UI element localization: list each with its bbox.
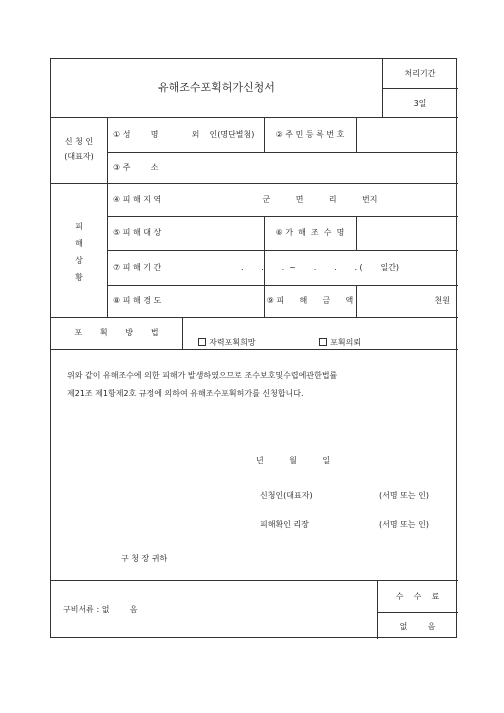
applicant-label: 신 청 인 xyxy=(64,137,94,146)
name-value: 외 인(명단별첨) xyxy=(191,130,255,139)
damage-period-label: ⑦ 피 해 기 간 xyxy=(113,263,162,272)
statement-line-1: 위와 같이 유해조수에 의한 피해가 발생하였으므로 조수보호및수렵에관한법률 xyxy=(67,371,338,380)
checkbox-self-capture[interactable] xyxy=(198,338,206,346)
line-area-row xyxy=(107,216,458,217)
option-self-capture-label: 자력포획희망 xyxy=(209,338,256,347)
damage-section-char-2: 해 xyxy=(75,239,83,248)
line-label-col xyxy=(107,117,108,317)
line-applicant-bottom xyxy=(51,183,458,184)
damage-section-char-4: 황 xyxy=(75,273,83,282)
line-fee-divider xyxy=(377,612,458,613)
damage-area-value: 군 면 리 번지 xyxy=(262,195,378,204)
form-title: 유해조수포획허가신청서 xyxy=(158,81,275,94)
processing-period-value: 3일 xyxy=(413,99,427,108)
line-period-divider xyxy=(382,88,458,89)
line-name-row xyxy=(107,152,458,153)
statement-line-2: 제21조 제1항제2호 규정에 의하여 유해조수포획허가를 신청합니다. xyxy=(67,389,304,398)
damage-section-char-1: 피 xyxy=(75,222,83,231)
line-period-row xyxy=(107,285,458,286)
damage-amount-unit: 천원 xyxy=(434,296,450,305)
recipient: 구 청 장 귀하 xyxy=(121,554,168,563)
damage-target-label: ⑤ 피 해 대 상 xyxy=(113,228,162,237)
line-method-col xyxy=(182,317,183,349)
line-title-bottom xyxy=(51,117,458,118)
damage-degree-label: ⑧ 피 해 경 도 xyxy=(113,296,162,305)
address-label: ③ 주 소 xyxy=(113,163,159,172)
processing-period-label: 처리기간 xyxy=(404,69,436,78)
resident-id-label: ② 주 민 등 록 번 호 xyxy=(275,130,345,139)
option-request-capture-label: 포획의뢰 xyxy=(330,338,362,347)
date-line: 년 월 일 xyxy=(256,456,331,465)
applicant-sign-note: (서명 또는 인) xyxy=(379,491,429,500)
fee-value: 없 음 xyxy=(399,622,436,631)
checkbox-request-capture[interactable] xyxy=(319,338,327,346)
damage-amount-label: ⑨ 피 해 금 액 xyxy=(266,296,354,305)
line-right-col-b xyxy=(356,216,357,250)
applicant-sub-label: (대표자) xyxy=(64,152,94,161)
damage-period-value: . . . ~ . . . ( 일간) xyxy=(240,263,400,272)
line-right-col-a xyxy=(356,117,357,152)
animal-name-label: ⑥ 가 해 조 수 명 xyxy=(275,228,345,237)
line-damage-bottom xyxy=(51,317,458,318)
fee-label: 수 수 료 xyxy=(395,592,440,601)
name-label: ① 성 명 xyxy=(113,130,159,139)
damage-area-label: ④ 피 해 지 역 xyxy=(113,195,162,204)
documents-label: 구비서류 : 없 음 xyxy=(63,605,138,614)
verifier-sign-note: (서명 또는 인) xyxy=(379,520,429,529)
option-self-capture[interactable] xyxy=(188,328,256,358)
line-footer-top xyxy=(51,580,458,581)
capture-method-label: 포 획 방 법 xyxy=(74,328,159,337)
line-target-row xyxy=(107,250,458,251)
damage-section-char-3: 상 xyxy=(75,256,83,265)
verifier-sign-label: 피해확인 리장 xyxy=(260,520,309,529)
application-form xyxy=(50,58,457,638)
applicant-sign-label: 신청인(대표자) xyxy=(260,491,313,500)
option-request-capture[interactable] xyxy=(309,328,361,358)
